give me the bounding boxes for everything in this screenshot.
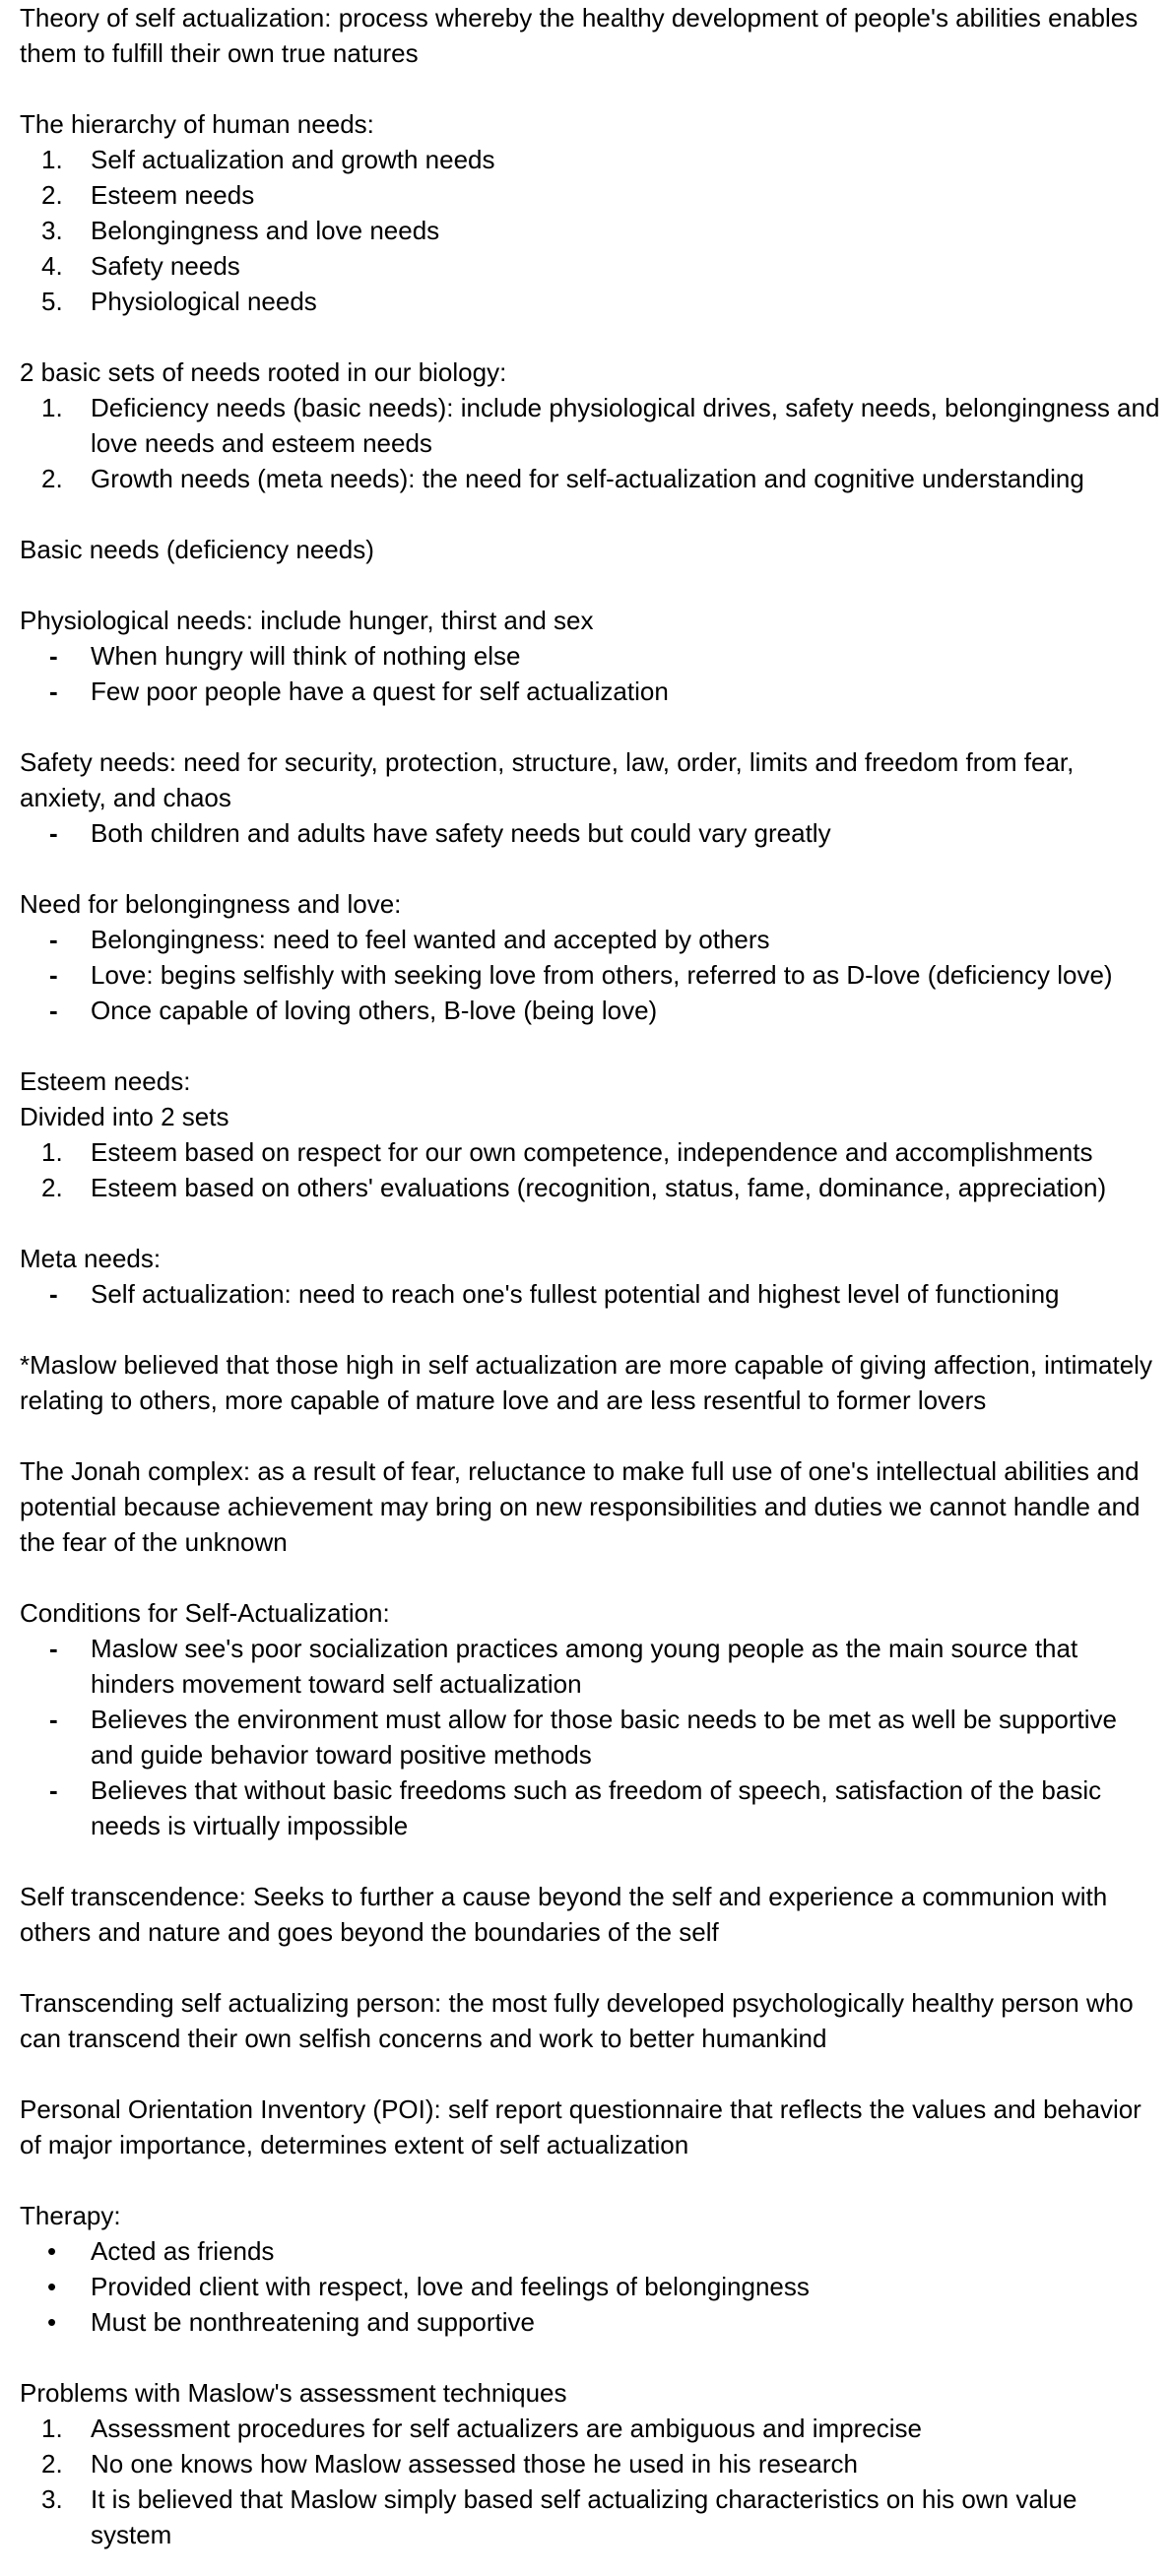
list-item — [20, 248, 1162, 284]
belonging-heading: Need for belongingness and love: — [20, 889, 402, 919]
list-item — [20, 1170, 1162, 1205]
list-item-text: Belongingness: need to feel wanted and accepted by others — [91, 925, 770, 954]
list-item — [20, 2411, 1162, 2446]
dash-marker: - — [49, 1705, 58, 1734]
list-item — [20, 142, 1162, 177]
list-number: 3. — [41, 216, 63, 245]
list-number: 2. — [41, 464, 63, 493]
poi-paragraph: Personal Orientation Inventory (POI): self report questionnaire that reflects the values and behavior of major importance, determines extent of self actualization — [20, 2094, 1141, 2159]
list-item-text: Assessment procedures for self actualizers are ambiguous and imprecise — [91, 2414, 922, 2443]
list-item — [20, 638, 1162, 674]
problems-heading: Problems with Maslow's assessment techniques — [20, 2378, 567, 2408]
list-item — [20, 2304, 1162, 2340]
list-number: 2. — [41, 2449, 63, 2479]
list-item — [20, 284, 1162, 319]
list-item — [20, 993, 1162, 1028]
list-number: 2. — [41, 1173, 63, 1202]
list-item-text: Esteem needs — [91, 180, 255, 210]
jonah-complex-paragraph: The Jonah complex: as a result of fear, reluctance to make full use of one's intellectual abilities and potential because achievement may bring on new responsibilities and duties we cannot handle and the fear of the unknown — [20, 1456, 1141, 1557]
safety-heading: Safety needs: need for security, protection, structure, law, order, limits and freedom from fear, anxiety, and chaos — [20, 747, 1075, 812]
list-item-text: No one knows how Maslow assessed those he used in his research — [91, 2449, 858, 2479]
dash-marker: - — [49, 996, 58, 1025]
list-item-text: Believes the environment must allow for those basic needs to be met as well be supportive and guide behavior toward positive methods — [91, 1705, 1117, 1770]
maslow-note-paragraph: *Maslow believed that those high in self actualization are more capable of giving affection, intimately relating to others, more capable of mature love and are less resentful to former lovers — [20, 1350, 1152, 1415]
list-item-text: Acted as friends — [91, 2236, 275, 2266]
list-item-text: Both children and adults have safety needs but could vary greatly — [91, 818, 831, 848]
list-number: 2. — [41, 180, 63, 210]
list-item — [20, 1772, 1162, 1843]
list-item-text: Esteem based on others' evaluations (recognition, status, fame, dominance, appreciation) — [91, 1173, 1107, 1202]
list-item-text: Few poor people have a quest for self actualization — [91, 676, 669, 706]
esteem-heading: Esteem needs: — [20, 1066, 191, 1096]
dash-marker: - — [49, 960, 58, 990]
list-item-text: Self actualization and growth needs — [91, 145, 495, 174]
list-item — [20, 1702, 1162, 1772]
list-item — [20, 957, 1162, 993]
dash-marker: - — [49, 1775, 58, 1805]
esteem-subheading: Divided into 2 sets — [20, 1102, 229, 1131]
meta-heading: Meta needs: — [20, 1244, 162, 1273]
list-item — [20, 1631, 1162, 1702]
basic-needs-heading: Basic needs (deficiency needs) — [20, 535, 374, 564]
bullet-marker: • — [47, 2236, 57, 2266]
list-item-text: Maslow see's poor socialization practices among young people as the main source that hinders movement toward self actualization — [91, 1634, 1078, 1699]
list-item — [20, 390, 1162, 461]
list-number: 4. — [41, 251, 63, 281]
transcending-person-paragraph: Transcending self actualizing person: the most fully developed psychologically healthy person who can transcend their own selfish concerns and work to better humankind — [20, 1988, 1134, 2053]
list-item — [20, 922, 1162, 957]
basic-sets-heading: 2 basic sets of needs rooted in our biology: — [20, 357, 507, 387]
dash-marker: - — [49, 818, 58, 848]
list-item — [20, 2269, 1162, 2304]
list-item-text: Must be nonthreatening and supportive — [91, 2307, 535, 2337]
intro-paragraph: Theory of self actualization: process whereby the healthy development of people's abilities enables them to fulfill their own true natures — [20, 3, 1139, 68]
list-number: 1. — [41, 393, 63, 422]
dash-marker: - — [49, 641, 58, 671]
physiological-heading: Physiological needs: include hunger, thirst and sex — [20, 606, 594, 635]
list-item — [20, 2233, 1162, 2269]
list-item-text: Safety needs — [91, 251, 240, 281]
list-item — [20, 815, 1162, 851]
list-item-text: Provided client with respect, love and feelings of belongingness — [91, 2272, 810, 2301]
list-number: 5. — [41, 287, 63, 316]
list-item — [20, 213, 1162, 248]
conditions-heading: Conditions for Self-Actualization: — [20, 1598, 390, 1628]
list-item-text: Belongingness and love needs — [91, 216, 440, 245]
list-item — [20, 674, 1162, 709]
list-item-text: It is believed that Maslow simply based self actualizing characteristics on his own value system — [91, 2484, 1077, 2549]
therapy-heading: Therapy: — [20, 2201, 121, 2230]
list-item-text: Self actualization: need to reach one's fullest potential and highest level of functioning — [91, 1279, 1060, 1309]
dash-marker: - — [49, 925, 58, 954]
list-item-text: Love: begins selfishly with seeking love from others, referred to as D-love (deficiency love) — [91, 960, 1113, 990]
list-number: 1. — [41, 1137, 63, 1167]
hierarchy-heading: The hierarchy of human needs: — [20, 109, 374, 139]
list-item — [20, 177, 1162, 213]
list-item-text: Esteem based on respect for our own competence, independence and accomplishments — [91, 1137, 1093, 1167]
list-item — [20, 2446, 1162, 2481]
list-item-text: Growth needs (meta needs): the need for self-actualization and cognitive understanding — [91, 464, 1084, 493]
list-item-text: Deficiency needs (basic needs): include physiological drives, safety needs, belongingness and love needs and esteem needs — [91, 393, 1160, 458]
list-item — [20, 2481, 1162, 2552]
list-item-text: Believes that without basic freedoms such as freedom of speech, satisfaction of the basic needs is virtually impossible — [91, 1775, 1102, 1840]
dash-marker: - — [49, 1279, 58, 1309]
bullet-marker: • — [47, 2272, 57, 2301]
list-item — [20, 461, 1162, 496]
list-number: 3. — [41, 2484, 63, 2514]
list-number: 1. — [41, 2414, 63, 2443]
dash-marker: - — [49, 1634, 58, 1663]
bullet-marker: • — [47, 2307, 57, 2337]
list-item-text: Physiological needs — [91, 287, 317, 316]
list-item — [20, 1276, 1162, 1312]
list-item-text: Once capable of loving others, B-love (being love) — [91, 996, 658, 1025]
self-transcendence-paragraph: Self transcendence: Seeks to further a cause beyond the self and experience a communion with others and nature and goes beyond the boundaries of the self — [20, 1882, 1108, 1947]
dash-marker: - — [49, 676, 58, 706]
list-number: 1. — [41, 145, 63, 174]
list-item — [20, 1134, 1162, 1170]
list-item-text: When hungry will think of nothing else — [91, 641, 521, 671]
